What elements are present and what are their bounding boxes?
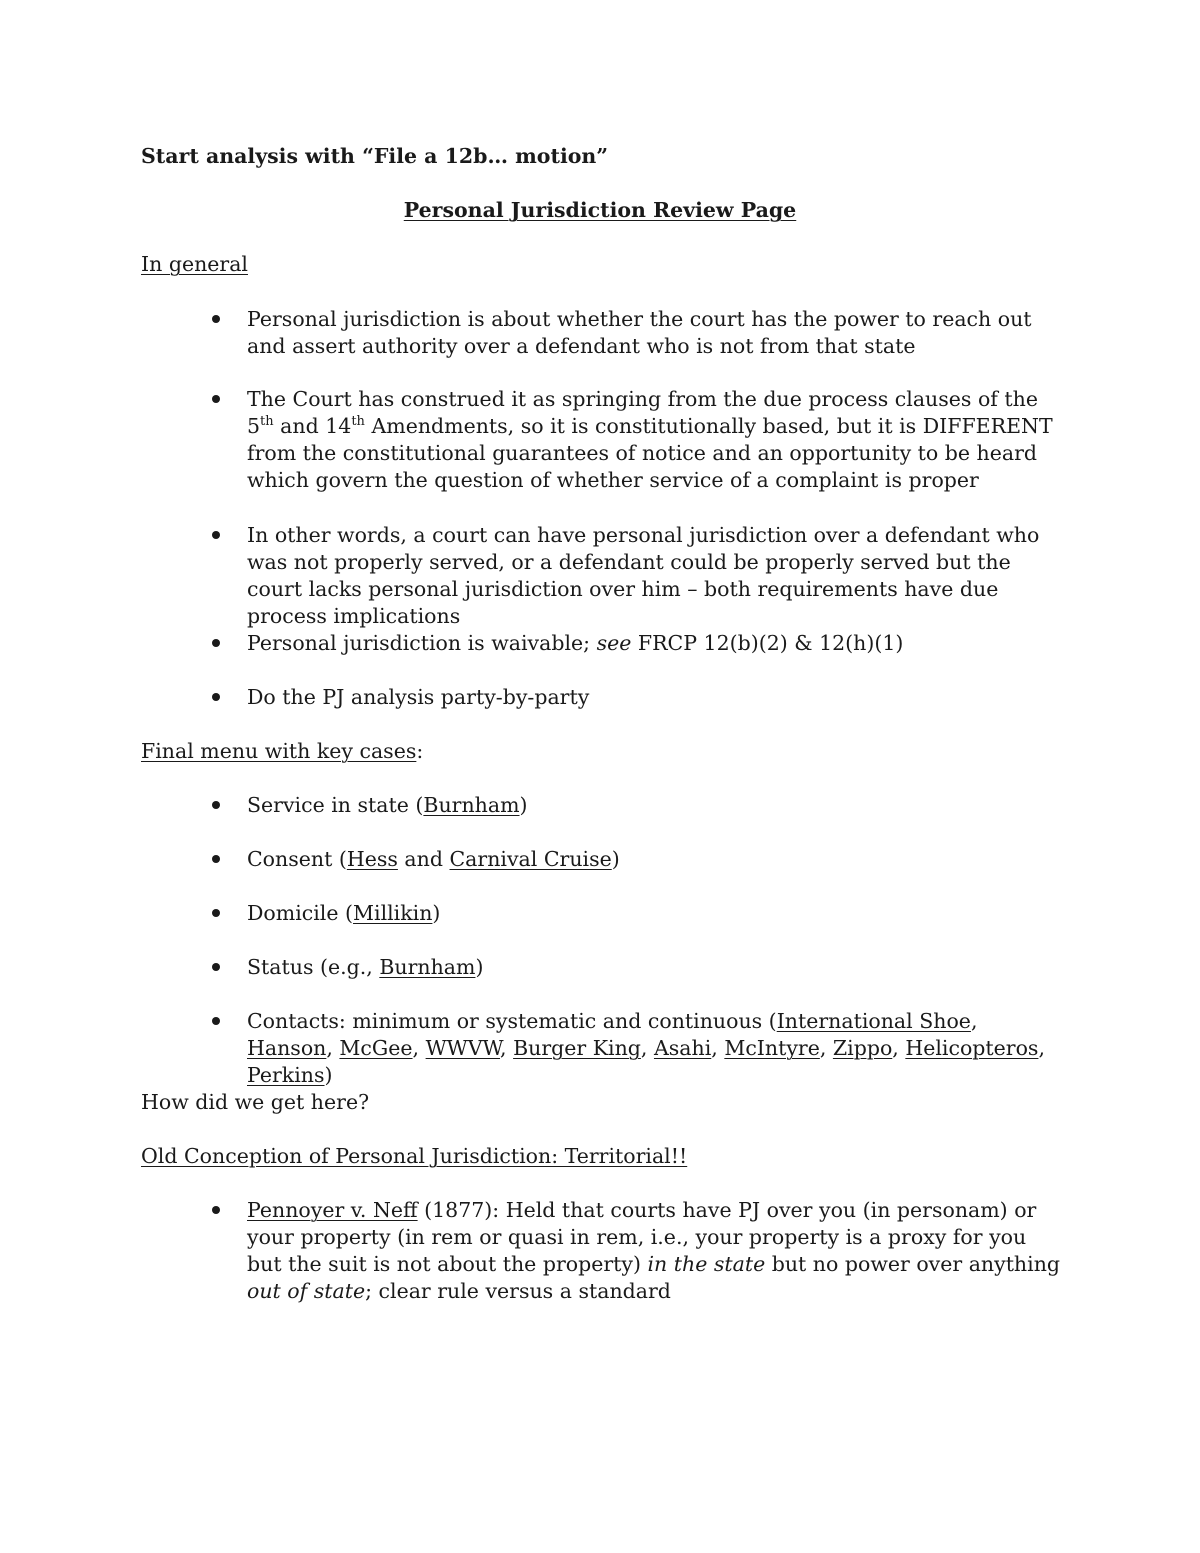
status-close: ) <box>475 955 484 979</box>
b4-post: FRCP 12(b)(2) & 12(h)(1) <box>631 631 904 655</box>
general-bullet-3: In other words, a court can have personal jurisdiction over a defendant who was not properly served, or a defendant could be properly served but the court lacks personal jurisdiction over him – both requirements have due process implications <box>247 523 1040 628</box>
start-analysis-heading: Start analysis with “File a 12b… motion” <box>141 144 609 168</box>
final-menu-heading <box>141 738 423 765</box>
bullet-icon <box>212 909 220 917</box>
b4-pre: Personal jurisdiction is waivable; <box>247 631 597 655</box>
case-pennoyer-v-neff: Pennoyer v. Neff <box>247 1198 418 1222</box>
case-zippo: Zippo <box>832 1036 893 1060</box>
case-mcgee: McGee <box>339 1036 413 1060</box>
page-title-text: Personal Jurisdiction Review Page <box>403 198 797 222</box>
contacts-sep: , <box>1038 1036 1045 1060</box>
case-millikin: Millikin <box>353 901 433 925</box>
case-perkins: Perkins <box>247 1063 325 1087</box>
bullet-icon <box>212 531 220 539</box>
case-international-shoe: International Shoe <box>776 1009 971 1033</box>
bullet-icon <box>212 639 220 647</box>
contacts-sep: , <box>500 1036 514 1060</box>
contacts-text: Contacts: minimum or systematic and continuous ( <box>247 1009 777 1033</box>
general-bullet-1: Personal jurisdiction is about whether the court has the power to reach out and assert authority over a defendant who is not from that state <box>247 307 1032 358</box>
pennoyer-p1: (1877): Held that courts have PJ over you (in personam) or your property (in rem or quasi in rem, i.e., your property is a proxy for you but the suit is not about the property) <box>247 1198 1037 1276</box>
pennoyer-p2: but no power over anything <box>765 1252 1061 1276</box>
domicile-text: Domicile ( <box>247 901 354 925</box>
contacts-sep: , <box>819 1036 833 1060</box>
page-title <box>0 197 1200 224</box>
case-carnival-cruise: Carnival Cruise <box>449 847 612 871</box>
status-text: Status (e.g., <box>247 955 380 979</box>
menu-consent <box>247 846 1067 873</box>
bullet-icon <box>212 801 220 809</box>
consent-and: and <box>397 847 450 871</box>
b2-mid: and 14 <box>273 414 352 438</box>
case-burnham: Burnham <box>423 793 520 817</box>
in-the-state: in the state <box>647 1252 766 1276</box>
menu-domicile <box>247 900 1067 927</box>
case-burnham-status: Burnham <box>379 955 476 979</box>
b2-sup-1: th <box>260 414 274 430</box>
case-asahi: Asahi <box>653 1036 712 1060</box>
service-text: Service in state ( <box>247 793 424 817</box>
bullet-icon <box>212 855 220 863</box>
b2-pre: The Court has construed it as springing from the due process clauses of the 5 <box>247 387 1038 438</box>
contacts-sep: , <box>711 1036 725 1060</box>
in-general-heading: In general <box>141 252 248 276</box>
b2-sup-2: th <box>351 414 365 430</box>
menu-contacts <box>247 1008 1067 1089</box>
final-menu-colon: : <box>416 739 424 763</box>
consent-text: Consent ( <box>247 847 347 871</box>
contacts-sep: , <box>412 1036 426 1060</box>
bullet-icon <box>212 395 220 403</box>
pennoyer-p3: ; clear rule versus a standard <box>365 1279 671 1303</box>
menu-service <box>247 792 1067 819</box>
case-hanson: Hanson <box>247 1036 327 1060</box>
how-did-we-get-here: How did we get here? <box>141 1090 370 1114</box>
contacts-sep: , <box>326 1036 340 1060</box>
b2-post: Amendments, so it is constitutionally based, but it is DIFFERENT from the constitutional guarantees of notice and an opportunity to be heard which govern the question of whether service of a complaint is proper <box>247 414 1053 492</box>
general-bullet-2 <box>247 386 1067 494</box>
case-helicopteros: Helicopteros <box>905 1036 1039 1060</box>
service-close: ) <box>519 793 528 817</box>
bullet-icon <box>212 1017 220 1025</box>
bullet-icon <box>212 315 220 323</box>
case-burger-king: Burger King <box>513 1036 641 1060</box>
out-of-state: out of state <box>247 1279 366 1303</box>
bullet-icon <box>212 1206 220 1214</box>
b4-see: see <box>596 631 632 655</box>
case-wwvw: WWVW <box>425 1036 501 1060</box>
final-menu-heading-text: Final menu with key cases <box>141 739 417 763</box>
case-hess: Hess <box>346 847 398 871</box>
contacts-sep: , <box>892 1036 906 1060</box>
general-bullet-4 <box>247 630 1067 657</box>
menu-status <box>247 954 1067 981</box>
general-bullet-5: Do the PJ analysis party-by-party <box>247 685 590 709</box>
old-conception-heading: Old Conception of Personal Jurisdiction: Territorial!! <box>141 1144 688 1168</box>
consent-close: ) <box>611 847 620 871</box>
pennoyer-bullet <box>247 1197 1067 1305</box>
bullet-icon <box>212 963 220 971</box>
case-mcintyre: McIntyre <box>724 1036 820 1060</box>
bullet-icon <box>212 693 220 701</box>
contacts-sep: , <box>970 1009 978 1033</box>
domicile-close: ) <box>432 901 441 925</box>
contacts-sep: , <box>640 1036 654 1060</box>
contacts-close: ) <box>324 1063 333 1087</box>
